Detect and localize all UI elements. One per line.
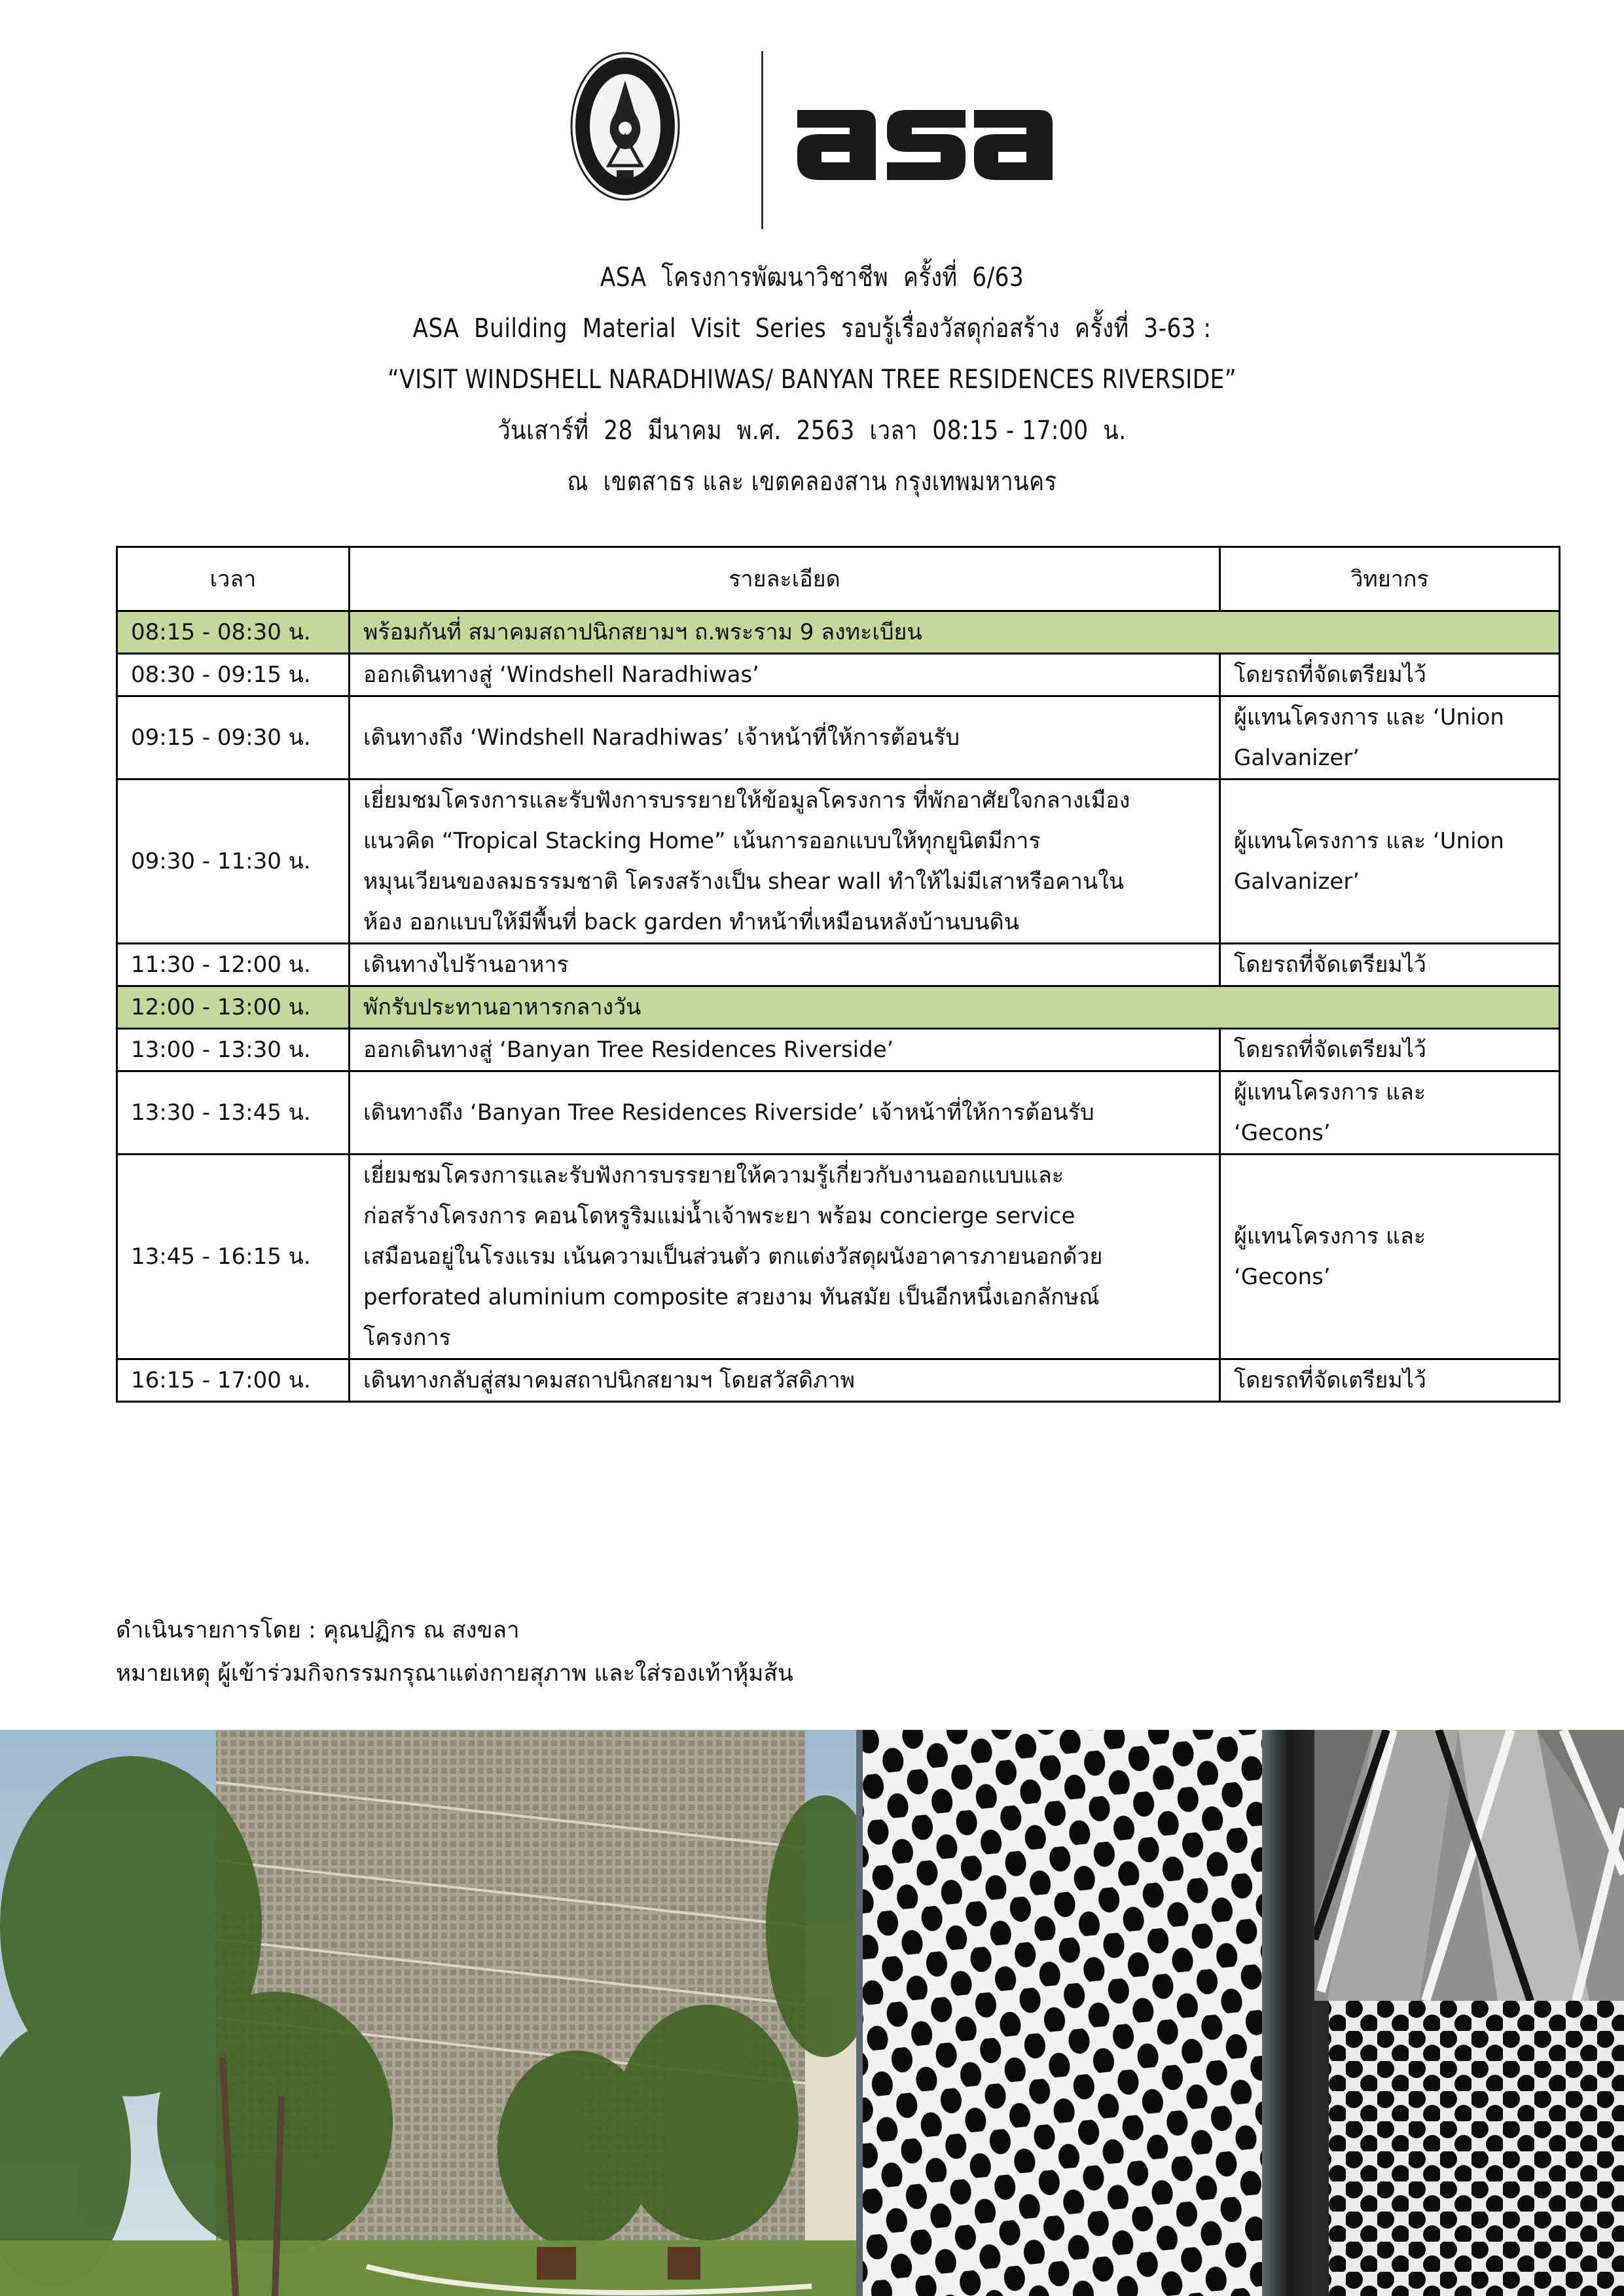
- table-row: [117, 1155, 1560, 1359]
- speaker-cell: [1220, 1359, 1560, 1402]
- detail-line: เยี่ยมชมโครงการและรับฟังการบรรยายให้ความรู้เกี่ยวกับงานออกแบบและ: [363, 1162, 1064, 1189]
- detail-cell: [350, 986, 1560, 1029]
- table-row: [117, 780, 1560, 944]
- time-cell: 08:30 - 09:15 น.: [117, 654, 350, 696]
- speaker-line: โดยรถที่จัดเตรียมไว้: [1234, 1037, 1427, 1063]
- detail-line: โครงการ: [363, 1325, 451, 1351]
- detail-cell: [350, 1359, 1220, 1402]
- event-date: วันเสาร์ที่ 28 มีนาคม พ.ศ. 2563 เวลา 08:15 - 17:00 น.: [497, 416, 1127, 446]
- detail-line: เดินทางกลับสู่สมาคมสถาปนิกสยามฯ โดยสวัสดิภาพ: [363, 1367, 855, 1393]
- detail-line: หมุนเวียนของลมธรรมชาติ โครงสร้างเป็น shear wall ทำให้ไม่มีเสาหรือคานใน: [363, 869, 1125, 895]
- perforated-panel-closeup-photo: [1314, 2001, 1624, 2296]
- time-cell: 09:30 - 11:30 น.: [117, 780, 350, 944]
- speaker-line: ผู้แทนโครงการ และ ‘Union: [1234, 704, 1504, 730]
- detail-line: ห้อง ออกแบบให้มีพื้นที่ back garden ทำหน้าที่เหมือนหลังบ้านบนดิน: [363, 909, 1019, 935]
- event-title-block: [0, 252, 1624, 507]
- detail-cell: [350, 1155, 1220, 1359]
- time-cell: 12:00 - 13:00 น.: [117, 986, 350, 1029]
- speaker-line: ‘Gecons’: [1234, 1264, 1331, 1290]
- detail-line: ก่อสร้างโครงการ คอนโดหรูริมแม่น้ำเจ้าพระยา พร้อม concierge service: [363, 1203, 1075, 1229]
- column-header-detail: รายละเอียด: [350, 547, 1220, 611]
- detail-cell: [350, 1071, 1220, 1155]
- visit-title: “VISIT WINDSHELL NARADHIWAS/ BANYAN TREE RESIDENCES RIVERSIDE”: [387, 365, 1237, 395]
- speaker-line: Galvanizer’: [1234, 745, 1360, 771]
- schedule-table: [116, 546, 1561, 1403]
- association-seal-logo: [569, 51, 681, 202]
- time-cell: 16:15 - 17:00 น.: [117, 1359, 350, 1402]
- detail-line: เสมือนอยู่ในโรงแรม เน้นความเป็นส่วนตัว ตกแต่งวัสดุผนังอาคารภายนอกด้วย: [363, 1244, 1103, 1270]
- table-row: [117, 654, 1560, 696]
- detail-cell: [350, 944, 1220, 986]
- table-row: [117, 944, 1560, 986]
- speaker-line: ‘Gecons’: [1234, 1120, 1331, 1146]
- series-title: ASA Building Material Visit Series รอบรู้เรื่องวัสดุก่อสร้าง ครั้งที่ 3-63 :: [412, 314, 1212, 344]
- table-header-row: [117, 547, 1560, 611]
- speaker-line: ผู้แทนโครงการ และ: [1234, 1223, 1426, 1249]
- time-cell: 08:15 - 08:30 น.: [117, 611, 350, 654]
- speaker-line: ผู้แทนโครงการ และ ‘Union: [1234, 828, 1504, 854]
- speaker-line: โดยรถที่จัดเตรียมไว้: [1234, 662, 1427, 688]
- speaker-cell: [1220, 1071, 1560, 1155]
- building-garden-photo: [0, 1730, 856, 2296]
- detail-line: พักรับประทานอาหารกลางวัน: [363, 994, 641, 1020]
- detail-line: เดินทางถึง ‘Windshell Naradhiwas’ เจ้าหน้าที่ให้การต้อนรับ: [363, 725, 960, 751]
- dress-code-remark: หมายเหตุ ผู้เข้าร่วมกิจกรรมกรุณาแต่งกายสุภาพ และใส่รองเท้าหุ้มส้น: [116, 1660, 793, 1687]
- detail-line: เดินทางถึง ‘Banyan Tree Residences Riverside’ เจ้าหน้าที่ให้การต้อนรับ: [363, 1100, 1094, 1126]
- table-row: [117, 611, 1560, 654]
- time-cell: 09:15 - 09:30 น.: [117, 696, 350, 780]
- speaker-line: โดยรถที่จัดเตรียมไว้: [1234, 1367, 1427, 1393]
- speaker-cell: [1220, 654, 1560, 696]
- detail-cell: [350, 611, 1560, 654]
- time-cell: 13:30 - 13:45 น.: [117, 1071, 350, 1155]
- notes-block: [116, 1609, 793, 1695]
- detail-line: ออกเดินทางสู่ ‘Banyan Tree Residences Riverside’: [363, 1037, 894, 1063]
- speaker-cell: [1220, 1029, 1560, 1071]
- time-cell: 13:45 - 16:15 น.: [117, 1155, 350, 1359]
- detail-line: เยี่ยมชมโครงการและรับฟังการบรรยายให้ข้อมูลโครงการ ที่พักอาศัยใจกลางเมือง: [363, 787, 1130, 814]
- detail-cell: [350, 780, 1220, 944]
- detail-line: เดินทางไปร้านอาหาร: [363, 952, 569, 978]
- speaker-line: โดยรถที่จัดเตรียมไว้: [1234, 952, 1427, 978]
- speaker-cell: [1220, 696, 1560, 780]
- speaker-cell: [1220, 1155, 1560, 1359]
- detail-cell: [350, 654, 1220, 696]
- schedule-body: [117, 611, 1560, 1402]
- speaker-line: ผู้แทนโครงการ และ: [1234, 1079, 1426, 1105]
- perforated-panel-photo: [856, 1730, 1314, 2296]
- time-cell: 13:00 - 13:30 น.: [117, 1029, 350, 1071]
- asa-wordmark-icon: [794, 98, 1056, 183]
- column-header-speaker: วิทยากร: [1220, 547, 1560, 611]
- column-header-time: เวลา: [117, 547, 350, 611]
- event-location: ณ เขตสาธร และ เขตคลองสาน กรุงเทพมหานคร: [567, 467, 1057, 497]
- organizer-note: ดำเนินรายการโดย : คุณปฏิกร ณ สงขลา: [116, 1617, 520, 1643]
- speaker-cell: [1220, 780, 1560, 944]
- asa-wordmark-logo: [794, 98, 1056, 183]
- detail-line: ออกเดินทางสู่ ‘Windshell Naradhiwas’: [363, 662, 759, 688]
- program-title: ASA โครงการพัฒนาวิชาชีพ ครั้งที่ 6/63: [600, 262, 1024, 293]
- speaker-cell: [1220, 944, 1560, 986]
- detail-line: perforated aluminium composite สวยงาม ทันสมัย เป็นอีกหนึ่งเอกลักษณ์: [363, 1284, 1100, 1310]
- table-row: [117, 1029, 1560, 1071]
- table-row: [117, 1359, 1560, 1402]
- diamond-facade-photo: [1314, 1730, 1624, 2001]
- seal-icon: [569, 51, 681, 202]
- speaker-line: Galvanizer’: [1234, 869, 1360, 895]
- logo-divider: [761, 51, 763, 229]
- detail-cell: [350, 696, 1220, 780]
- table-row: [117, 696, 1560, 780]
- table-row: [117, 1071, 1560, 1155]
- detail-cell: [350, 1029, 1220, 1071]
- table-row: [117, 986, 1560, 1029]
- detail-line: พร้อมกันที่ สมาคมสถาปนิกสยามฯ ถ.พระราม 9 ลงทะเบียน: [363, 619, 922, 645]
- time-cell: 11:30 - 12:00 น.: [117, 944, 350, 986]
- detail-line: แนวคิด “Tropical Stacking Home” เน้นการออกแบบให้ทุกยูนิตมีการ: [363, 828, 1041, 854]
